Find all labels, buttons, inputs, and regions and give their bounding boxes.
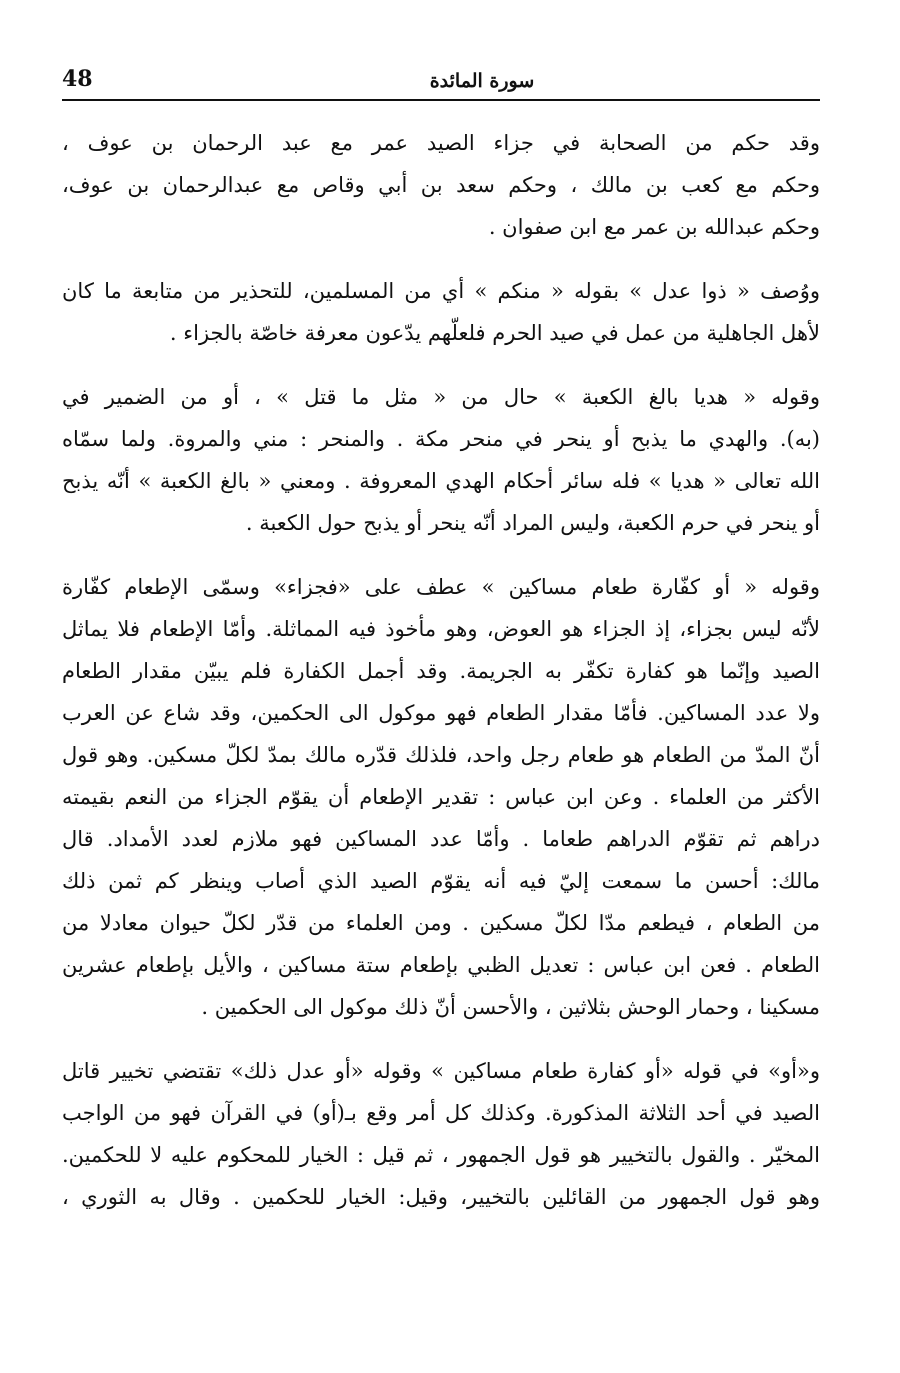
page-body — [62, 122, 820, 1240]
text-line: وحكم مع كعب بن مالك ، وحكم سعد بن أبي وقاص مع عبدالرحمان بن عوف، — [62, 173, 820, 197]
text-line: و«أو» في قوله «أو كفارة طعام مساكين » وقوله «أو عدل ذلك» تقتضي تخيير قاتل — [62, 1059, 820, 1083]
paragraph-choice-or — [62, 1050, 820, 1218]
text-line: وقوله « أو كفّارة طعام مساكين » عطف على «فجزاء» وسمّى الإطعام كفّارة — [62, 575, 820, 599]
text-line: مالك: أحسن ما سمعت إليّ فيه أنه يقوّم الصيد الذي أصاب وينظر كم ثمن ذلك — [62, 869, 820, 893]
running-title: سورة المائدة — [429, 70, 535, 92]
text-line: وقوله « هديا بالغ الكعبة » حال من « مثل ما قتل » ، أو من الضمير في — [62, 385, 820, 409]
paragraph-offering-kaaba — [62, 376, 820, 544]
text-line: وقد حكم من الصحابة في جزاء الصيد عمر مع عبد الرحمان بن عوف ، — [62, 131, 820, 155]
paragraph-judges-companions — [62, 122, 820, 248]
text-line: دراهم ثم تقوّم الدراهم طعاما . وأمّا عدد المساكين فهو ملازم لعدد الأمداد. قال — [62, 827, 820, 851]
text-line: أو ينحر في حرم الكعبة، وليس المراد أنّه ينحر أو يذبح حول الكعبة . — [245, 511, 820, 535]
text-line: الله تعالى « هديا » فله سائر أحكام الهدي المعروفة . ومعني « بالغ الكعبة » أنّه يذبح — [62, 469, 820, 493]
text-line: ووُصف « ذوا عدل » بقوله « منكم » أي من المسلمين، للتحذير من متابعة ما كان — [62, 279, 820, 303]
text-line: وهو قول الجمهور من القائلين بالتخيير، وقيل: الخيار للحكمين . وقال به الثوري ، — [62, 1185, 820, 1209]
text-line: أنّ المدّ من الطعام هو طعام رجل واحد، فلذلك قدّره مالك بمدّ لكلّ مسكين. وهو قول — [62, 743, 820, 767]
text-line: (به). والهدي ما يذبح أو ينحر في منحر مكة . والمنحر : مني والمروة. ولما سمّاه — [62, 427, 820, 451]
text-line: وحكم عبدالله بن عمر مع ابن صفوان . — [488, 215, 820, 239]
text-line: من الطعام ، فيطعم مدّا لكلّ مسكين . ومن العلماء من قدّر لكلّ حيوان معادلا من — [62, 911, 820, 935]
header-rule — [62, 99, 820, 101]
paragraph-two-just-men — [62, 270, 820, 354]
text-line: لأهل الجاهلية من عمل في صيد الحرم فلعلّهم يدّعون معرفة خاصّة بالجزاء . — [169, 321, 820, 345]
page-number: 48 — [62, 66, 93, 92]
text-line: الصيد وإنّما هو كفارة تكفّر به الجريمة. وقد أجمل الكفارة فلم يبيّن مقدار الطعام — [62, 659, 820, 683]
text-line: الأكثر من العلماء . وعن ابن عباس : تقدير الإطعام أن يقوّم الجزاء من النعم بقيمته — [62, 785, 820, 809]
text-line: ولا عدد المساكين. فأمّا مقدار الطعام فهو موكول الى الحكمين، وقد شاع عن العرب — [62, 701, 820, 725]
page-header — [62, 62, 820, 96]
text-line: مسكينا ، وحمار الوحش بثلاثين ، والأحسن أنّ ذلك موكول الى الحكمين . — [201, 995, 820, 1019]
text-line: الصيد في أحد الثلاثة المذكورة. وكذلك كل أمر وقع بـ(أو) في القرآن فهو من الواجب — [62, 1101, 820, 1125]
text-line: لأنّه ليس بجزاء، إذ الجزاء هو العوض، وهو مأخوذ فيه المماثلة. وأمّا الإطعام فلا يماثل — [62, 617, 820, 641]
paragraph-expiation-feeding — [62, 566, 820, 1028]
text-line: الطعام . فعن ابن عباس : تعديل الظبي بإطعام ستة مساكين ، والأيل بإطعام عشرين — [62, 953, 820, 977]
text-line: المخيّر . والقول بالتخيير هو قول الجمهور ، ثم قيل : الخيار للمحكوم عليه لا للحكمين. — [62, 1143, 820, 1167]
